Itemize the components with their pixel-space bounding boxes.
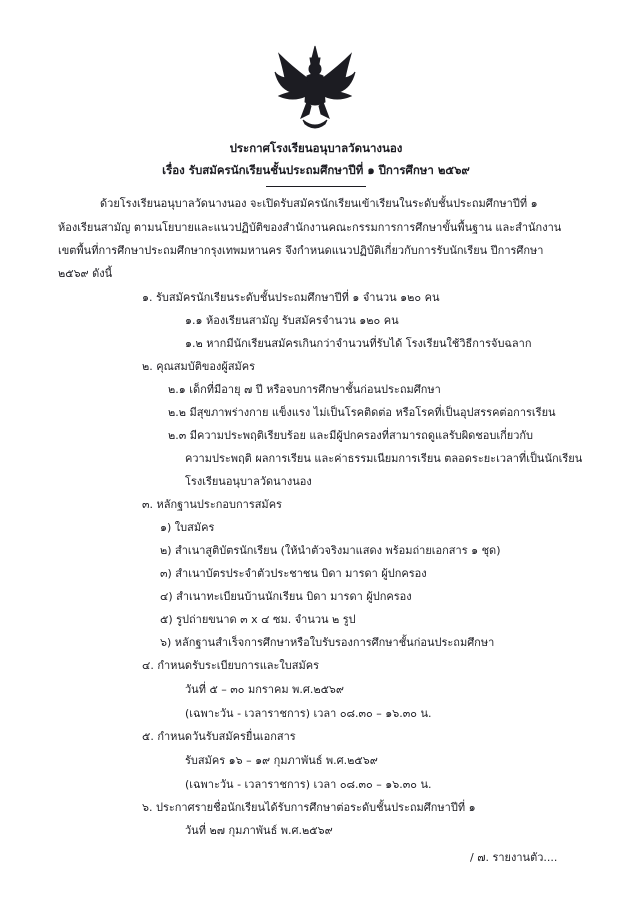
section-4-title: ๔. กำหนดรับระเบียบการและใบสมัคร [142,659,320,672]
section-2-item: ๒.๓ มีความประพฤติเรียบร้อย และมีผู้ปกครองที่สามารถดูแลรับผิดชอบเกี่ยวกับ [168,429,534,442]
section-4-item: (เฉพาะวัน - เวลาราชการ) เวลา ๐๘.๓๐ – ๑๖.๓๐ น. [185,707,432,720]
continued-note: / ๗. รายงานตัว.... [470,851,558,864]
title-divider [266,186,366,187]
intro-line: ๒๕๖๙ ดังนี้ [58,267,113,280]
section-2-title: ๒. คุณสมบัติของผู้สมัคร [142,360,256,373]
section-3-item: ๖) หลักฐานสำเร็จการศึกษาหรือใบรับรองการศึกษาชั้นก่อนประถมศึกษา [160,636,495,649]
intro-line: ด้วยโรงเรียนอนุบาลวัดนางนอง จะเปิดรับสมัครนักเรียนเข้าเรียนในระดับชั้นประถมศึกษาปีที่ ๑ [100,197,538,210]
section-1-item: ๑.๒ หากมีนักเรียนสมัครเกินกว่าจำนวนที่รับได้ โรงเรียนใช้วิธีการจับฉลาก [185,337,532,350]
section-5-item: (เฉพาะวัน - เวลาราชการ) เวลา ๐๘.๓๐ – ๑๖.๓๐ น. [185,778,432,791]
section-2-continuation: โรงเรียนอนุบาลวัดนางนอง [185,475,312,488]
section-3-item: ๒) สำเนาสูติบัตรนักเรียน (ให้นำตัวจริงมาแสดง พร้อมถ่ายเอกสาร ๑ ชุด) [160,544,501,557]
garuda-emblem-icon [273,44,357,132]
section-6-title: ๖. ประกาศรายชื่อนักเรียนได้รับการศึกษาต่อระดับชั้นประถมศึกษาปีที่ ๑ [142,801,476,814]
section-5-item: รับสมัคร ๑๖ – ๑๙ กุมภาพันธ์ พ.ศ.๒๕๖๙ [185,754,378,767]
section-4-item: วันที่ ๕ – ๓๐ มกราคม พ.ศ.๒๕๖๙ [185,683,344,696]
section-2-continuation: ความประพฤติ ผลการเรียน และค่าธรรมเนียมการเรียน ตลอดระยะเวลาที่เป็นนักเรียน [185,452,583,465]
section-1-title: ๑. รับสมัครนักเรียนระดับชั้นประถมศึกษาปีที่ ๑ จำนวน ๑๒๐ คน [142,291,440,304]
section-2-item: ๒.๑ เด็กที่มีอายุ ๗ ปี หรือจบการศึกษาชั้นก่อนประถมศึกษา [168,383,441,396]
section-2-item: ๒.๒ มีสุขภาพร่างกาย แข็งแรง ไม่เป็นโรคติดต่อ หรือโรคที่เป็นอุปสรรคต่อการเรียน [168,406,556,419]
section-3-item: ๓) สำเนาบัตรประจำตัวประชาชน บิดา มารดา ผู้ปกครอง [160,567,427,580]
section-3-title: ๓. หลักฐานประกอบการสมัคร [142,498,282,511]
announcement-title [0,137,632,181]
section-6-item: วันที่ ๒๗ กุมภาพันธ์ พ.ศ.๒๕๖๙ [185,824,333,837]
section-3-item: ๑) ใบสมัคร [160,521,215,534]
title-line-1: ประกาศโรงเรียนอนุบาลวัดนางนอง [229,141,403,155]
section-5-title: ๕. กำหนดวันรับสมัครยื่นเอกสาร [142,730,296,743]
title-line-2: เรื่อง รับสมัครนักเรียนชั้นประถมศึกษาปีที่ ๑ ปีการศึกษา ๒๕๖๙ [162,163,470,177]
intro-line: เขตพื้นที่การศึกษาประถมศึกษากรุงเทพมหานคร จึงกำหนดแนวปฏิบัติเกี่ยวกับการรับนักเรียน ปีการศึกษา [58,244,544,257]
intro-line: ห้องเรียนสามัญ ตามนโยบายและแนวปฏิบัติของสำนักงานคณะกรรมการการศึกษาขั้นพื้นฐาน และสำนักงาน [58,221,562,234]
section-3-item: ๕) รูปถ่ายขนาด ๓ x ๔ ซม. จำนวน ๒ รูป [160,613,356,626]
section-3-item: ๔) สำเนาทะเบียนบ้านนักเรียน บิดา มารดา ผู้ปกครอง [160,590,412,603]
section-1-item: ๑.๑ ห้องเรียนสามัญ รับสมัครจำนวน ๑๒๐ คน [185,314,399,327]
